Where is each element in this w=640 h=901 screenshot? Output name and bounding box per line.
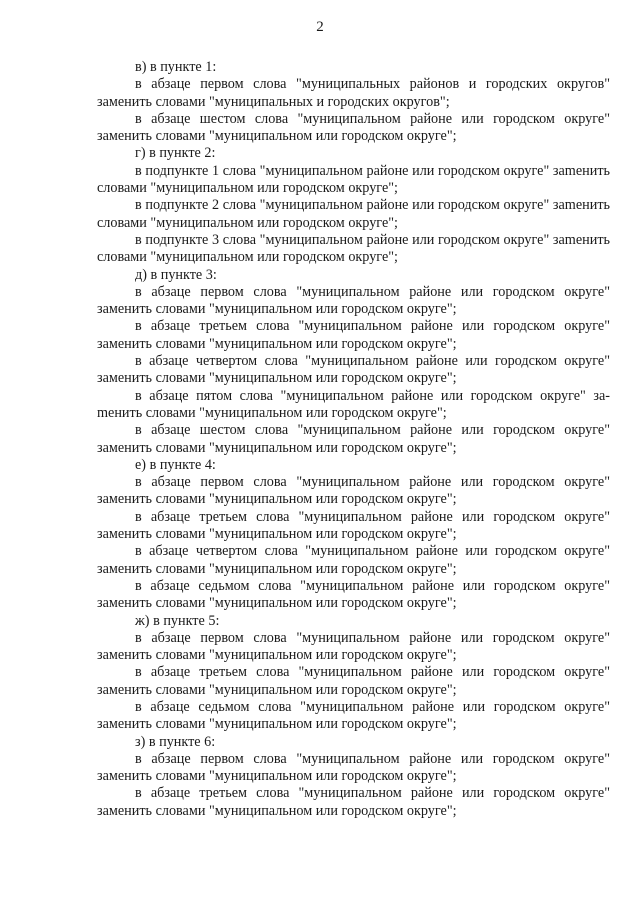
amendment-paragraph: в абзаце шестом слова "муниципальном районе или городском округе" заменить словами "муниципальном или городском округе"; <box>97 110 610 145</box>
amendment-paragraph: в абзаце третьем слова "муниципальном районе или городском округе" заменить словами "муниципальном или городском округе"; <box>97 318 610 352</box>
amendment-paragraph: в абзаце седьмом слова "муниципальном районе или городском округе" заменить словами "муниципальном или городском округе"; <box>97 698 610 733</box>
amendment-paragraph: в абзаце четвертом слова "муниципальном районе или городском округе" заменить словами "муниципальном или городском округе"; <box>97 543 610 577</box>
document-body <box>97 59 610 820</box>
amendment-paragraph: в подпункте 1 слова "муниципальном районе или городском округе" заmенить словами "муниципальном или городском округе"; <box>97 162 610 197</box>
amendment-paragraph: в абзаце первом слова "муниципальном районе или городском округе" заменить словами "муниципальном или городском округе"; <box>97 629 610 664</box>
subsection-heading: з) в пункте 6: <box>135 733 216 750</box>
subsection-heading: в) в пункте 1: <box>135 59 217 75</box>
amendment-paragraph: в подпункте 2 слова "муниципальном районе или городском округе" заmенить словами "муниципальном или городском округе"; <box>97 197 610 231</box>
subsection-heading: г) в пункте 2: <box>135 145 216 162</box>
amendment-paragraph: в абзаце третьем слова "муниципальном районе или городском округе" заменить словами "муниципальном или городском округе"; <box>97 508 610 543</box>
subsection-heading: е) в пункте 4: <box>135 456 216 473</box>
amendment-paragraph: в абзаце первом слова "муниципальном районе или городском округе" заменить словами "муниципальном или городском округе"; <box>97 283 610 318</box>
amendment-paragraph: в абзаце первом слова "муниципальном районе или городском округе" заменить словами "муниципальном или городском округе"; <box>97 474 610 508</box>
amendment-paragraph: в абзаце седьмом слова "муниципальном районе или городском округе" заменить словами "муниципальном или городском округе"; <box>97 577 610 612</box>
amendment-paragraph: в абзаце четвертом слова "муниципальном районе или городском округе" заменить словами "муниципальном или городском округе"; <box>97 353 610 387</box>
subsection-heading: ж) в пункте 5: <box>135 612 220 629</box>
amendment-paragraph: в абзаце третьем слова "муниципальном районе или городском округе" заменить словами "муниципальном или городском округе"; <box>97 664 610 698</box>
amendment-paragraph: в абзаце пятом слова "муниципальном районе или городском округе" заmенить словами "муниципальном или городском округе"; <box>97 387 610 421</box>
amendment-paragraph: в абзаце шестом слова "муниципальном районе или городском округе" заменить словами "муниципальном или городском округе"; <box>97 422 610 456</box>
amendment-paragraph: в подпункте 3 слова "муниципальном районе или городском округе" заmенить словами "муниципальном или городском округе"; <box>97 231 610 266</box>
amendment-paragraph: в абзаце первом слова "муниципальном районе или городском округе" заменить словами "муниципальном или городском округе"; <box>97 750 610 785</box>
amendment-paragraph: в абзаце первом слова "муниципальных районов и городских округов" заменить словами "муниципальных и городских округов"; <box>97 76 610 110</box>
subsection-heading: д) в пункте 3: <box>135 266 217 283</box>
page-number: 2 <box>316 19 324 35</box>
amendment-paragraph: в абзаце третьем слова "муниципальном районе или городском округе" заменить словами "муниципальном или городском округе"; <box>97 785 610 819</box>
